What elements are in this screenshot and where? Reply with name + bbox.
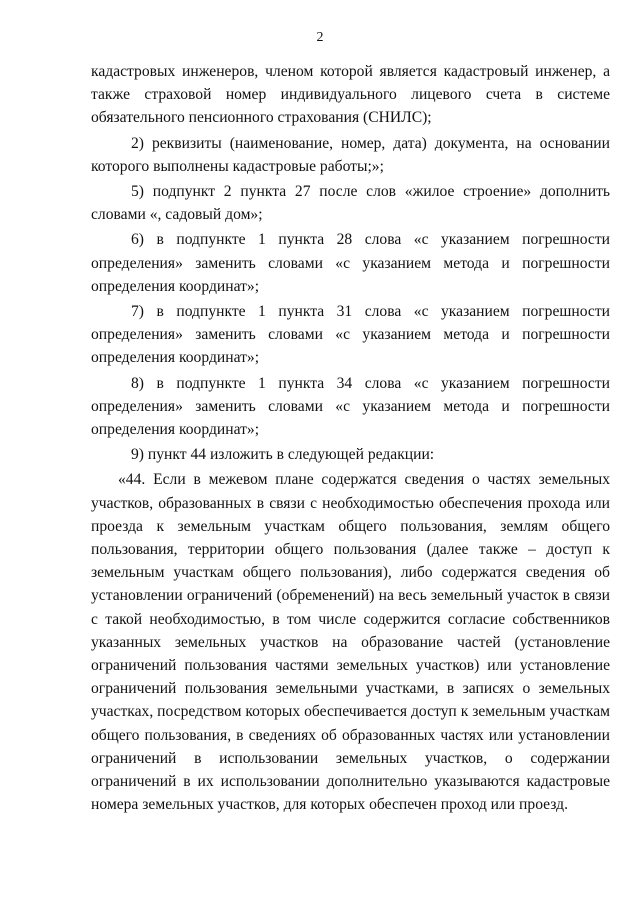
paragraph-item-8: 8) в подпункте 1 пункта 34 слова «с указанием погрешности определения» заменить словами «с указанием метода и погрешности определения координат»; [91, 374, 610, 439]
paragraph-continuation: кадастровых инженеров, членом которой является кадастровый инженер, а также страховой номер индивидуального лицевого счета в системе обязательного пенсионного страхования (СНИЛС); [91, 63, 610, 127]
page-number: 2 [316, 30, 324, 45]
paragraph-item-7: 7) в подпункте 1 пункта 31 слова «с указанием погрешности определения» заменить словами «с указанием метода и погрешности определения координат»; [91, 303, 610, 367]
paragraph-item-9: 9) пункт 44 изложить в следующей редакции: [131, 446, 435, 464]
paragraph-quoted-item-44: «44. Если в межевом плане содержатся сведения о частях земельных участков, образованных в связи с необходимостью обеспечения прохода или проезда к земельным участкам общего пользования, землям общего пользования, территории общего пользования (далее также – доступ к земельным участкам общего пользования), либо содержатся сведения об установлении ограничений (обременений) на весь земельный участок в связи с такой необходимостью, в том числе содержится согласие собственников указанных земельных участков на образование частей (установление ограничений пользования частями земельных участков) или установление ограничений пользования земельными участками, в записях о земельных участках, посредством которых обеспечивается доступ к земельным участкам общего пользования, в сведениях об образованных частях или установлении ограничений в использовании земельных участков, о содержании ограничений в их использовании дополнительно указываются кадастровые номера земельных участков, для которых обеспечен проход или проезд. [91, 471, 610, 814]
paragraph-item-2: 2) реквизиты (наименование, номер, дата) документа, на основании которого выполнены кадастровые работы;»; [91, 134, 610, 175]
document-body [91, 60, 610, 817]
paragraph-item-5: 5) подпункт 2 пункта 27 после слов «жилое строение» дополнить словами «, садовый дом»; [91, 183, 610, 224]
paragraph-item-6: 6) в подпункте 1 пункта 28 слова «с указанием погрешности определения» заменить словами «с указанием метода и погрешности определения координат»; [91, 231, 610, 295]
